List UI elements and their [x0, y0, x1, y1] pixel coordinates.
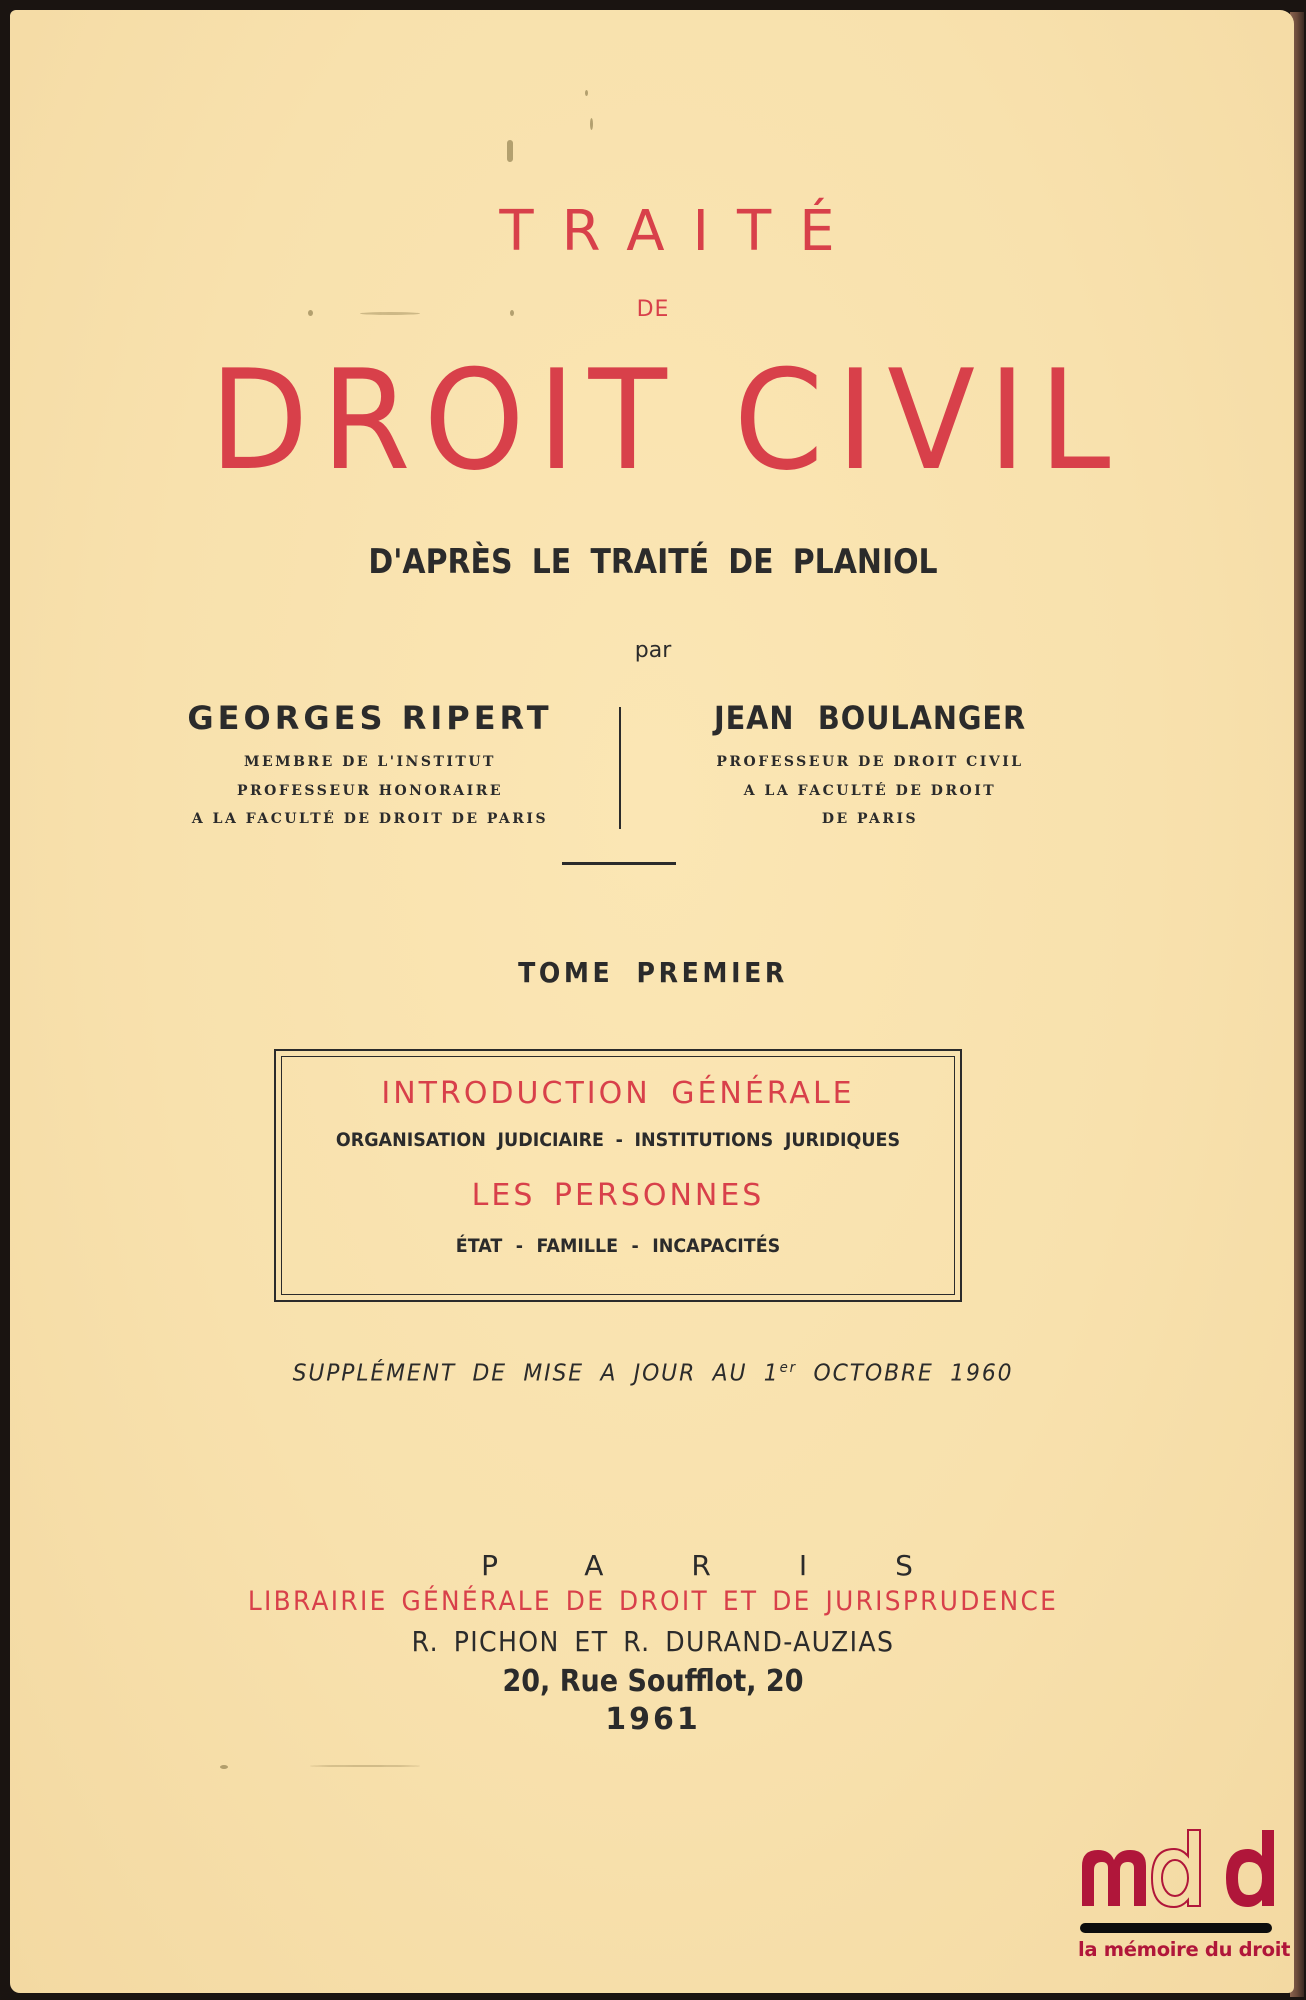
author-ripert: [150, 700, 590, 834]
author-title: A LA FACULTÉ DE DROIT: [743, 782, 997, 799]
title-connector: DE: [636, 297, 670, 322]
section-rule: [562, 862, 676, 865]
supplement-date: OCTOBRE 1960: [797, 1360, 1014, 1387]
mdd-logo: [1078, 1828, 1291, 1968]
contents-subheading-etat: ÉTAT - FAMILLE - INCAPACITÉS: [455, 1235, 781, 1257]
title-main: DROIT CIVIL: [209, 340, 1124, 501]
supplement-ordinal: er: [779, 1360, 798, 1376]
paper-speck: [310, 1765, 420, 1767]
author-boulanger: [660, 700, 1080, 834]
title-traite: TRAITÉ: [499, 199, 863, 264]
logo-underline: [1080, 1923, 1272, 1933]
supplement-text: SUPPLÉMENT DE MISE A JOUR AU 1: [292, 1360, 780, 1387]
paper-speck: [220, 1765, 228, 1769]
imprint-proprietors: R. PICHON ET R. DURAND-AUZIAS: [411, 1625, 895, 1658]
subtitle: D'APRÈS LE TRAITÉ DE PLANIOL: [368, 542, 938, 582]
contents-heading-introduction: INTRODUCTION GÉNÉRALE: [381, 1076, 855, 1111]
author-title: PROFESSEUR DE DROIT CIVIL: [716, 754, 1024, 770]
imprint-address: 20, Rue Soufflot, 20: [502, 1664, 804, 1699]
mdd-logo-icon: [1078, 1828, 1278, 1908]
author-divider: [619, 707, 621, 829]
contents-heading-personnes: LES PERSONNES: [471, 1178, 765, 1213]
contents-box: [274, 1049, 962, 1302]
author-name: GEORGES RIPERT: [187, 699, 553, 737]
imprint-city: PARIS: [481, 1549, 1001, 1582]
logo-tagline: la mémoire du droit: [1078, 1938, 1291, 1961]
paper-speck: [507, 140, 513, 162]
author-title: MEMBRE DE L'INSTITUT: [244, 754, 496, 770]
volume-label: TOME PREMIER: [518, 956, 788, 989]
by-label: par: [634, 638, 672, 663]
author-title: DE PARIS: [821, 811, 919, 827]
imprint-year: 1961: [605, 1702, 701, 1737]
author-title: PROFESSEUR HONORAIRE: [236, 782, 504, 799]
supplement-note: [33, 1354, 1274, 1388]
contents-subheading-organisation: ORGANISATION JUDICIAIRE - INSTITUTIONS JURIDIQUES: [335, 1129, 901, 1151]
imprint-publisher: LIBRAIRIE GÉNÉRALE DE DROIT ET DE JURISPRUDENCE: [247, 1586, 1059, 1617]
paper-speck: [585, 90, 588, 96]
paper-speck: [590, 118, 593, 130]
author-title: A LA FACULTÉ DE DROIT DE PARIS: [191, 811, 549, 827]
author-name: JEAN BOULANGER: [713, 699, 1027, 737]
